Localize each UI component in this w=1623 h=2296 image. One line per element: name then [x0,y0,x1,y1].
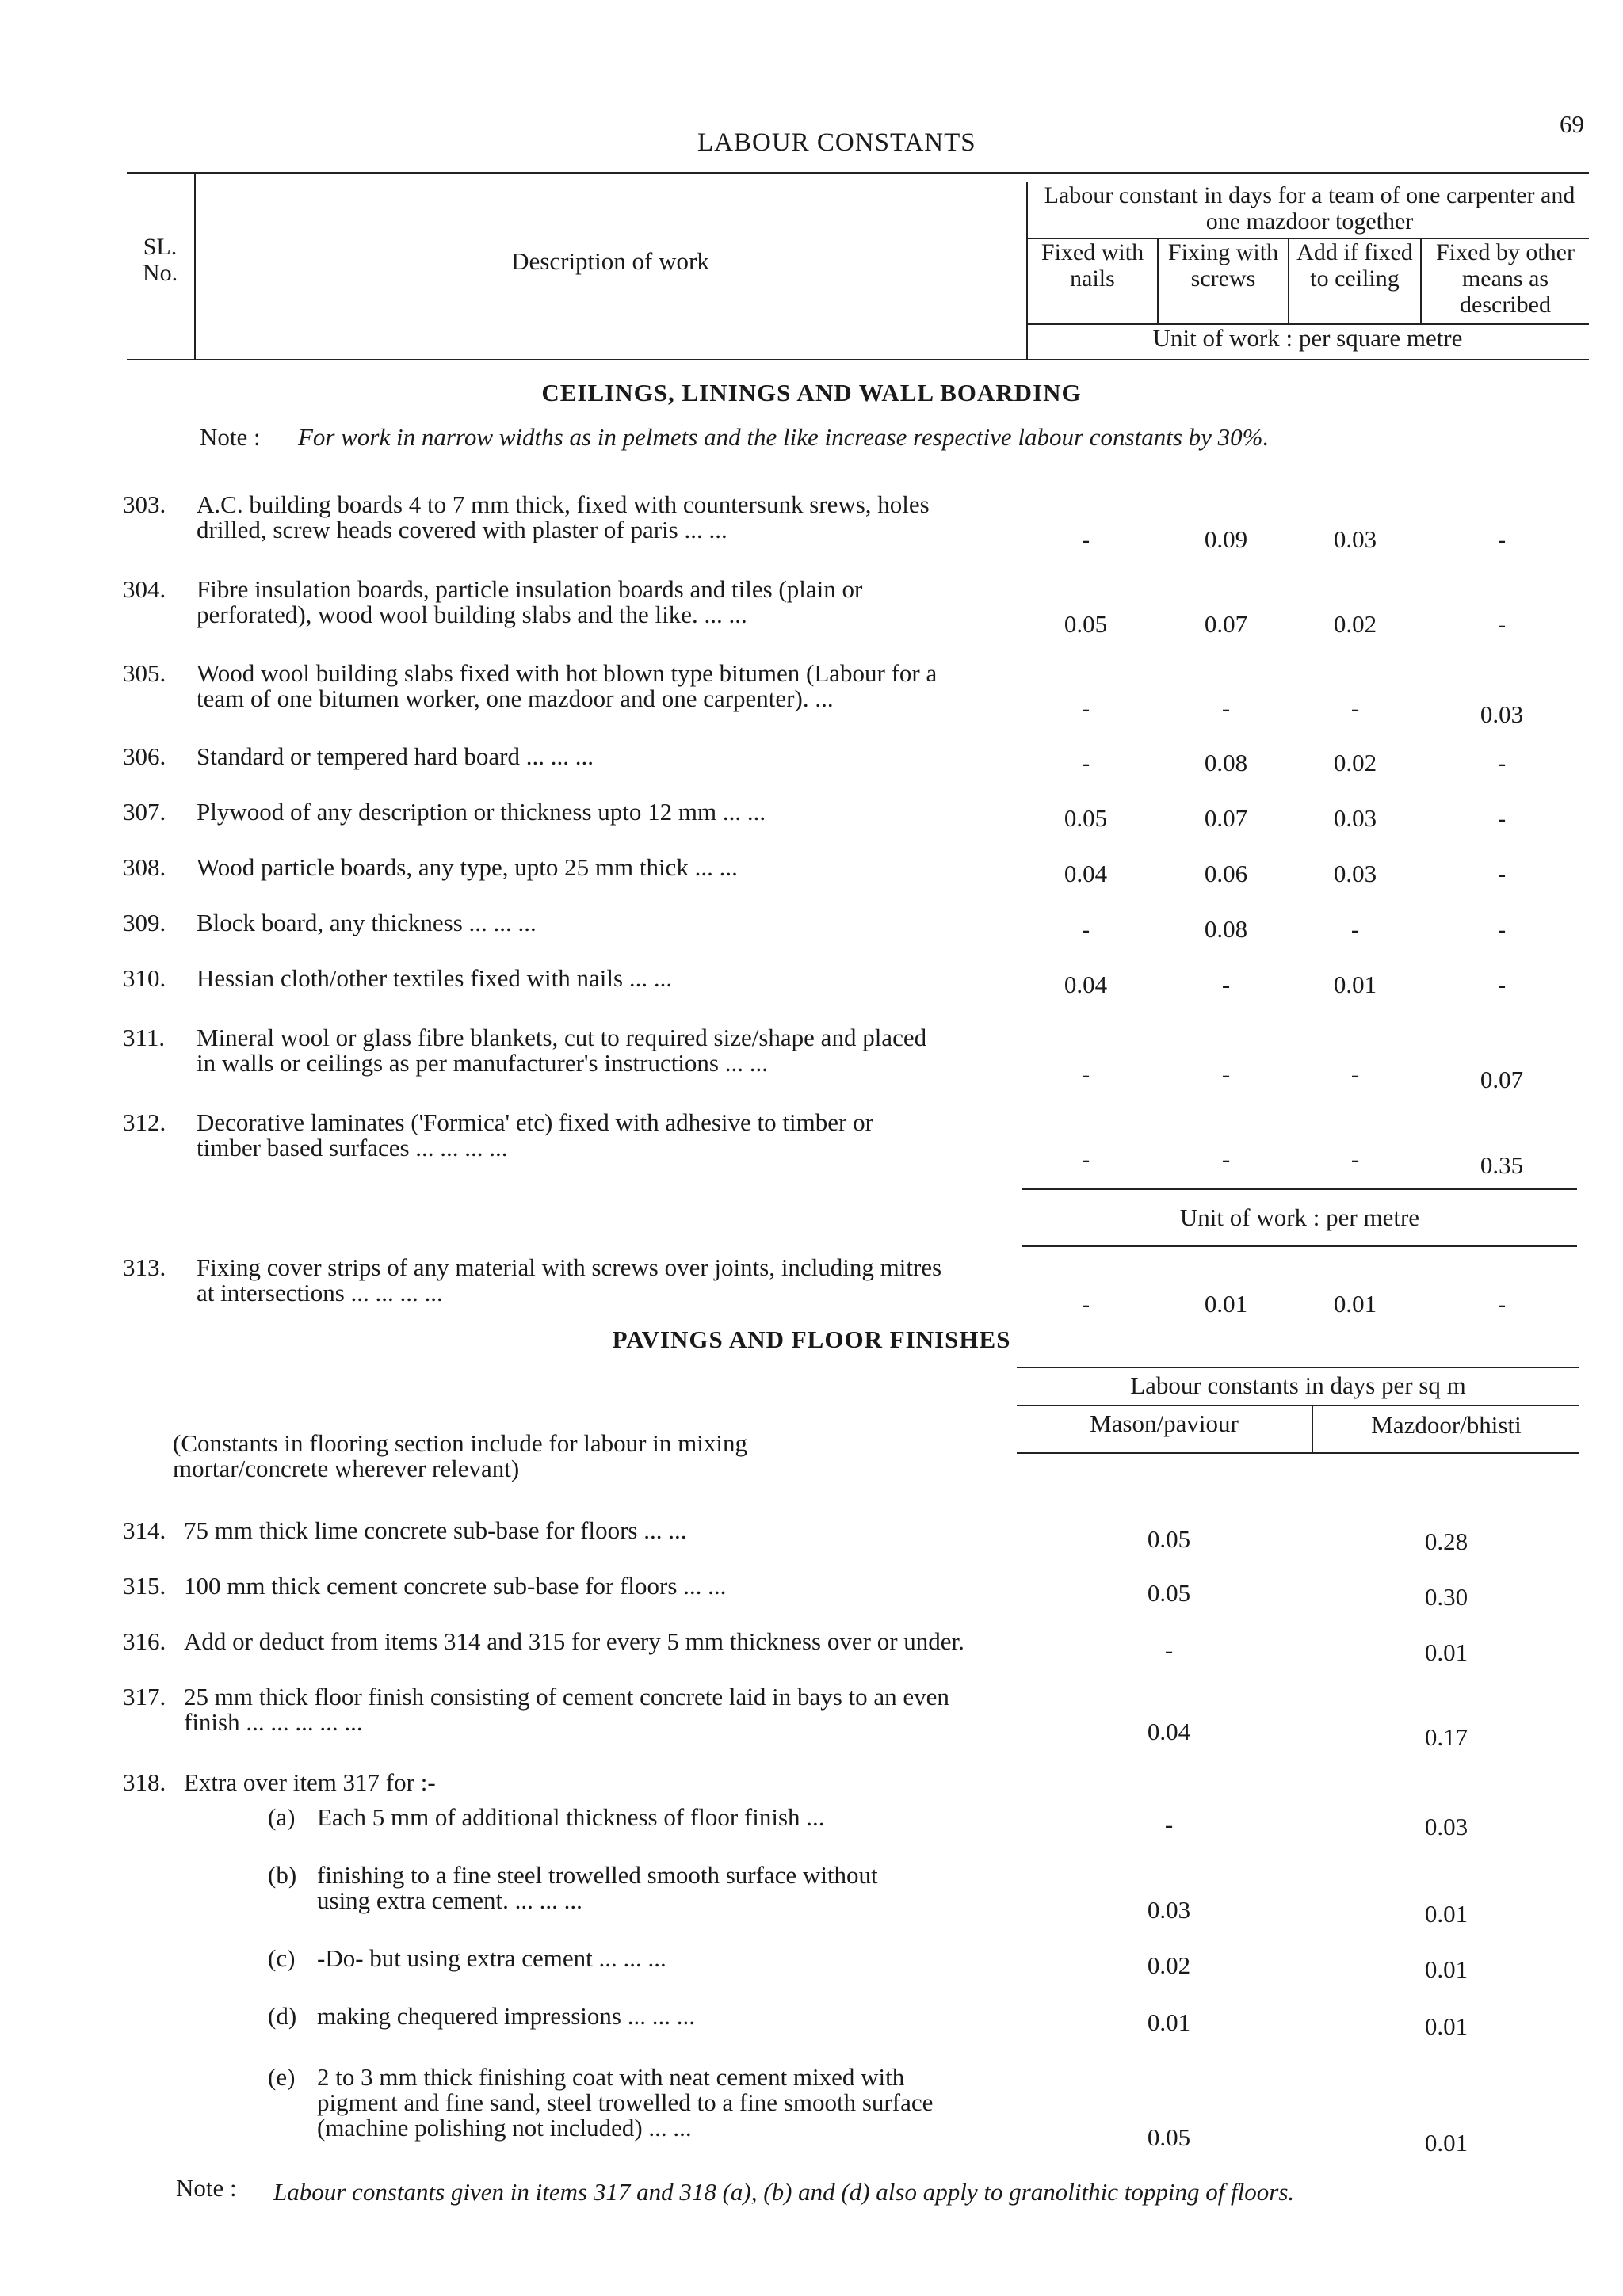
page-number: 69 [1560,110,1584,138]
item-description-cont: at intersections ... ... ... ... [197,1279,443,1306]
value-screws: - [1221,971,1231,998]
value-ceiling: 0.01 [1333,1290,1377,1318]
value-nails: - [1081,525,1090,553]
item-number: 310. [123,964,166,992]
item-number: 305. [123,659,166,687]
value-other: 0.35 [1480,1151,1524,1179]
header-top-rule [127,172,1589,174]
value-nails: - [1081,1145,1090,1173]
group-header: Labour constant in days for a team of one carpenter and one mazdoor together [1044,182,1575,235]
sub-item-description: Each 5 mm of additional thickness of floor finish ... [317,1803,825,1831]
value-mason: 0.01 [1147,2008,1191,2036]
value-screws: - [1221,1060,1231,1088]
value-nails: - [1081,749,1090,776]
item-description-cont: perforated), wood wool building slabs and the like. ... ... [197,601,747,628]
value-ceiling: 0.02 [1333,749,1377,776]
item-description: Extra over item 317 for :- [184,1768,436,1796]
sub-item-description: finishing to a fine steel trowelled smooth surface without [317,1861,878,1889]
value-ceiling: - [1350,915,1360,943]
sub-item-description: 2 to 3 mm thick finishing coat with neat cement mixed with [317,2063,905,2091]
value-ceiling: - [1350,694,1360,722]
value-ceiling: 0.03 [1333,525,1377,553]
unit-of-work: Unit of work : per square metre [1152,324,1463,352]
item-description-cont: drilled, screw heads covered with plaster of paris ... ... [197,516,727,543]
item-description: Wood particle boards, any type, upto 25 mm thick ... ... [197,853,738,881]
value-nails: - [1081,1290,1090,1318]
sub-item-description: -Do- but using extra cement ... ... ... [317,1944,666,1972]
item-description-cont: timber based surfaces ... ... ... ... [197,1134,508,1161]
item-description: Mineral wool or glass fibre blankets, cut to required size/shape and placed [197,1024,927,1051]
value-ceiling: - [1350,1145,1360,1173]
value-mazdoor: 0.28 [1424,1527,1468,1555]
floor-header-bottom-rule [1017,1452,1579,1454]
floor-group-header: Labour constants in days per sq m [1130,1371,1466,1399]
value-mason: 0.04 [1147,1718,1191,1745]
footer-note-label: Note : [176,2174,237,2202]
sl-no-header: SL. No. [142,234,178,286]
item-number: 316. [123,1627,166,1655]
value-mason: 0.05 [1147,1525,1191,1553]
value-mazdoor: 0.30 [1424,1583,1468,1611]
sub-item-description-cont: pigment and fine sand, steel trowelled to a fine smooth surface [317,2088,934,2116]
col-mason-paviour: Mason/paviour [1090,1409,1239,1437]
item-number: 306. [123,742,166,770]
flooring-intro-cont: mortar/concrete wherever relevant) [173,1455,520,1482]
sub-item-description-cont: using extra cement. ... ... ... [317,1886,582,1914]
value-nails: 0.05 [1064,610,1108,638]
sub-item-description-cont: (machine polishing not included) ... ... [317,2114,692,2142]
value-other: - [1497,749,1507,776]
item-description: Block board, any thickness ... ... ... [197,909,537,936]
value-nails: 0.04 [1064,860,1108,887]
item-number: 318. [123,1768,166,1796]
item-number: 313. [123,1253,166,1281]
item-description-cont: finish ... ... ... ... ... [184,1708,363,1736]
sub-item-tag: (e) [268,2063,296,2091]
value-screws: 0.09 [1204,525,1248,553]
value-nails: 0.04 [1064,971,1108,998]
value-screws: 0.01 [1204,1290,1248,1318]
value-mason: 0.02 [1147,1951,1191,1979]
sub-item-description: making chequered impressions ... ... ... [317,2002,695,2030]
value-other: - [1497,915,1507,943]
description-header: Description of work [511,247,709,275]
floor-header-top-rule [1017,1367,1579,1368]
item-number: 308. [123,853,166,881]
value-screws: - [1221,694,1231,722]
value-other: 0.03 [1480,700,1524,728]
col-fixed-with-nails: Fixed with nails [1041,239,1144,292]
item-description: Decorative laminates ('Formica' etc) fixed with adhesive to timber or [197,1108,873,1136]
item-number: 303. [123,490,166,518]
item-number: 304. [123,575,166,603]
item-description: Fixing cover strips of any material with screws over joints, including mitres [197,1253,942,1281]
item-number: 315. [123,1572,166,1600]
note-text: For work in narrow widths as in pelmets and the like increase respective labour constants by 30%. [298,423,1270,451]
item-description: 100 mm thick cement concrete sub-base for floors ... ... [184,1572,727,1600]
value-ceiling: 0.03 [1333,804,1377,832]
value-mason: 0.05 [1147,1579,1191,1607]
item-number: 312. [123,1108,166,1136]
value-other: - [1497,610,1507,638]
value-other: - [1497,860,1507,887]
value-other: - [1497,804,1507,832]
item-description: Fibre insulation boards, particle insulation boards and tiles (plain or [197,575,863,603]
section-title: PAVINGS AND FLOOR FINISHES [612,1325,1011,1353]
value-nails: - [1081,694,1090,722]
value-nails: - [1081,1060,1090,1088]
value-mason: - [1164,1810,1174,1838]
value-other: - [1497,971,1507,998]
value-mazdoor: 0.01 [1424,2012,1468,2040]
col-fixed-other-means: Fixed by other means as described [1436,239,1575,318]
unit-of-work-metre: Unit of work : per metre [1179,1203,1420,1231]
sub-item-tag: (a) [268,1803,296,1831]
value-mason: 0.03 [1147,1896,1191,1924]
col-fixing-with-screws: Fixing with screws [1167,239,1279,292]
col-mazdoor-bhisti: Mazdoor/bhisti [1371,1411,1522,1439]
value-screws: 0.08 [1204,915,1248,943]
item-number: 314. [123,1516,166,1544]
value-other: - [1497,1290,1507,1318]
value-other: 0.07 [1480,1066,1524,1093]
value-ceiling: 0.01 [1333,971,1377,998]
value-nails: 0.05 [1064,804,1108,832]
sub-item-tag: (c) [268,1944,296,1972]
value-screws: 0.06 [1204,860,1248,887]
value-screws: - [1221,1145,1231,1173]
section-title: CEILINGS, LININGS AND WALL BOARDING [541,379,1082,406]
value-mazdoor: 0.01 [1424,1900,1468,1928]
item-description: Hessian cloth/other textiles fixed with nails ... ... [197,964,673,992]
value-ceiling: 0.02 [1333,610,1377,638]
footer-note-text: Labour constants given in items 317 and 318 (a), (b) and (d) also apply to granolithic topping of floors. [273,2178,1295,2206]
value-nails: - [1081,915,1090,943]
value-mazdoor: 0.01 [1424,1955,1468,1983]
value-other: - [1497,525,1507,553]
sub-item-tag: (b) [268,1861,297,1889]
value-mazdoor: 0.01 [1424,2129,1468,2157]
header-bottom-rule [127,359,1589,360]
note-label: Note : [200,423,261,451]
unit-rule-top [1022,1188,1577,1190]
col-add-if-ceiling: Add if fixed to ceiling [1296,239,1413,292]
item-number: 317. [123,1683,166,1711]
flooring-intro: (Constants in flooring section include for labour in mixing [173,1429,747,1457]
item-number: 307. [123,798,166,826]
item-description-cont: team of one bitumen worker, one mazdoor and one carpenter). ... [197,685,834,712]
unit-rule-bottom [1022,1245,1577,1247]
item-number: 311. [123,1024,166,1051]
value-mason: 0.05 [1147,2123,1191,2151]
value-ceiling: - [1350,1060,1360,1088]
value-screws: 0.08 [1204,749,1248,776]
item-description: Wood wool building slabs fixed with hot blown type bitumen (Labour for a [197,659,938,687]
value-screws: 0.07 [1204,804,1248,832]
value-mason: - [1164,1636,1174,1664]
value-mazdoor: 0.01 [1424,1638,1468,1666]
floor-header-rule [1017,1405,1579,1406]
value-ceiling: 0.03 [1333,860,1377,887]
page-title: LABOUR CONSTANTS [697,128,976,157]
value-mazdoor: 0.03 [1424,1813,1468,1840]
sub-item-tag: (d) [268,2002,297,2030]
item-description-cont: in walls or ceilings as per manufacturer's instructions ... ... [197,1049,768,1077]
item-description: A.C. building boards 4 to 7 mm thick, fixed with countersunk srews, holes [197,490,930,518]
item-number: 309. [123,909,166,936]
value-screws: 0.07 [1204,610,1248,638]
item-description: Plywood of any description or thickness upto 12 mm ... ... [197,798,766,826]
value-mazdoor: 0.17 [1424,1723,1468,1751]
item-description: 75 mm thick lime concrete sub-base for floors ... ... [184,1516,687,1544]
item-description: Add or deduct from items 314 and 315 for every 5 mm thickness over or under. [184,1627,964,1655]
item-description: Standard or tempered hard board ... ... ... [197,742,594,770]
item-description: 25 mm thick floor finish consisting of cement concrete laid in bays to an even [184,1683,949,1711]
